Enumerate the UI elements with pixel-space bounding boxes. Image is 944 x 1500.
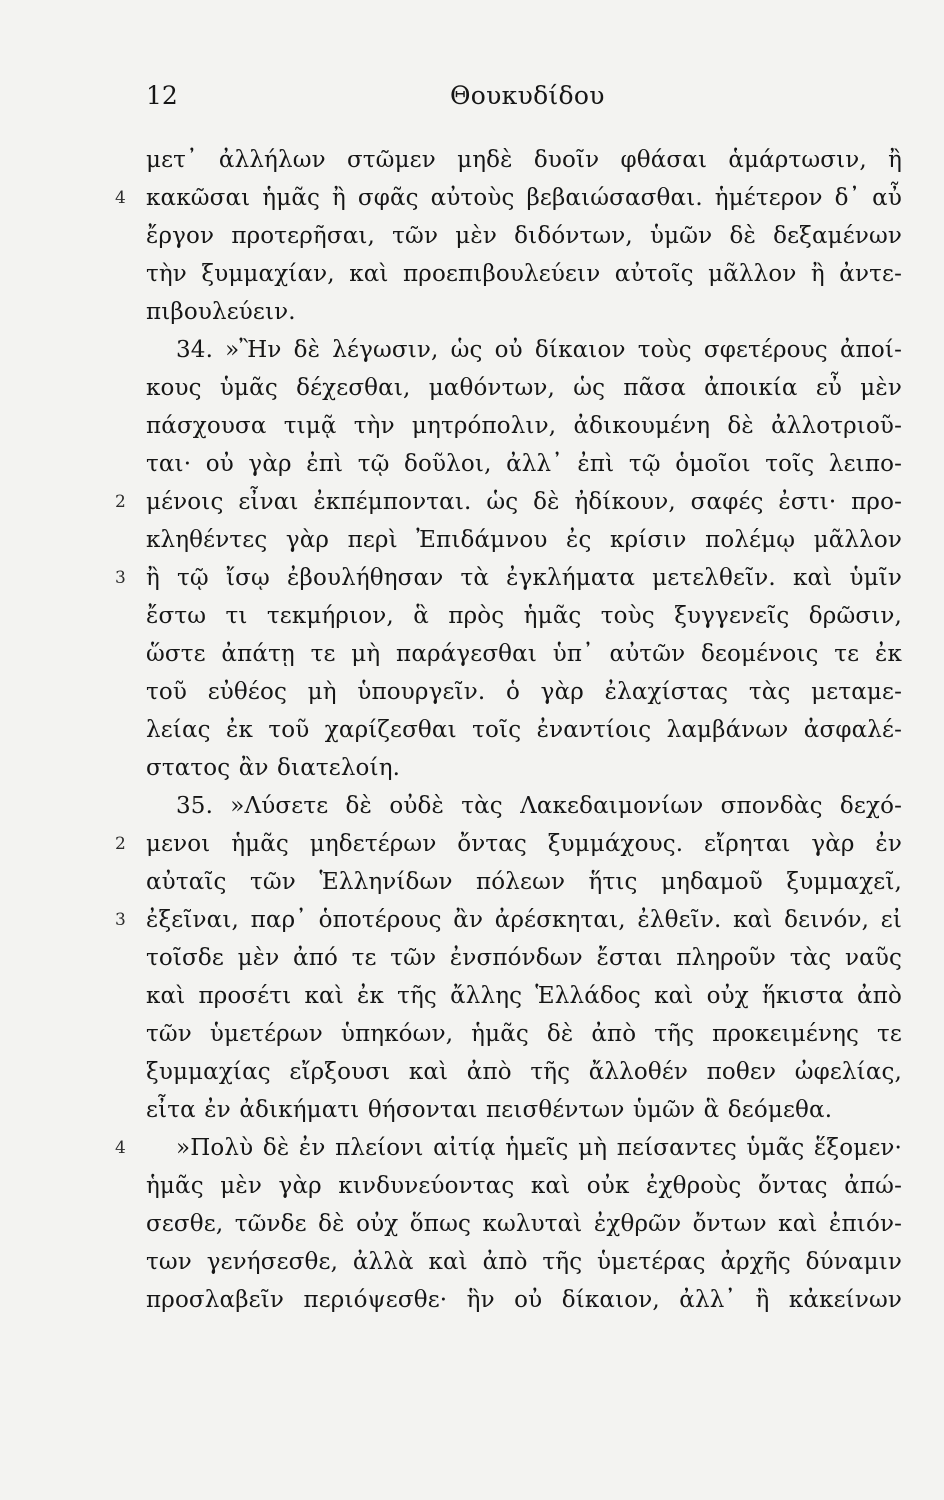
line-text: σεσθε, τῶνδε δὲ οὐχ ὅπως κωλυταὶ ἐχθρῶν ὄντων καὶ ἐπιόν-: [146, 1211, 902, 1237]
line-text: αὐταῖς τῶν Ἑλληνίδων πόλεων ἥτις μηδαμοῦ ξυμμαχεῖ,: [146, 869, 902, 895]
running-title: Θουκυδίδου: [450, 81, 605, 110]
running-head: [0, 80, 944, 112]
line-text: »Πολὺ δὲ ἐν πλείονι αἰτίᾳ ἡμεῖς μὴ πείσαντες ὑμᾶς ἕξομεν·: [176, 1135, 902, 1161]
text-line: [115, 825, 902, 863]
line-text: μενοι ἡμᾶς μηδετέρων ὄντας ξυμμάχους. εἴρηται γὰρ ἐν: [146, 831, 902, 857]
line-text: πιβουλεύειν.: [146, 299, 296, 325]
margin-section-number: 3: [115, 910, 126, 930]
text-line: [146, 255, 902, 293]
text-line: [115, 179, 902, 217]
line-text: 35. »Λύσετε δὲ οὐδὲ τὰς Λακεδαιμονίων σπονδὰς δεχό-: [176, 793, 902, 819]
text-line: [146, 369, 902, 407]
margin-section-number: 3: [115, 568, 126, 588]
margin-section-number: 2: [115, 834, 126, 854]
text-line: [146, 293, 902, 331]
text-line: [146, 787, 902, 825]
text-line: [146, 863, 902, 901]
line-text: λείας ἐκ τοῦ χαρίζεσθαι τοῖς ἐναντίοις λαμβάνων ἀσφαλέ-: [146, 717, 902, 743]
line-text: μένοις εἶναι ἐκπέμπονται. ὡς δὲ ἠδίκουν, σαφές ἐστι· προ-: [146, 489, 902, 515]
text-line: [115, 1129, 902, 1167]
line-text: κακῶσαι ἡμᾶς ἢ σφᾶς αὐτοὺς βεβαιώσασθαι. ἡμέτερον δ᾽ αὖ: [146, 185, 902, 211]
text-line: [146, 673, 902, 711]
line-text: ὥστε ἀπάτῃ τε μὴ παράγεσθαι ὑπ᾽ αὐτῶν δεομένοις τε ἐκ: [146, 641, 902, 667]
line-text: κους ὑμᾶς δέχεσθαι, μαθόντων, ὡς πᾶσα ἀποικία εὖ μὲν: [146, 375, 902, 401]
text-line: [146, 1281, 902, 1319]
line-text: καὶ προσέτι καὶ ἐκ τῆς ἄλλης Ἑλλάδος καὶ οὐχ ἥκιστα ἀπὸ: [146, 983, 902, 1009]
text-line: [146, 1053, 902, 1091]
text-line: [146, 635, 902, 673]
margin-section-number: 2: [115, 492, 126, 512]
page-number: 12: [146, 81, 178, 110]
text-line: [146, 217, 902, 255]
body-text: [115, 141, 902, 1319]
margin-section-number: 4: [115, 1138, 126, 1158]
text-line: [146, 597, 902, 635]
text-line: [146, 521, 902, 559]
line-text: ται· οὐ γὰρ ἐπὶ τῷ δοῦλοι, ἀλλ᾽ ἐπὶ τῷ ὁμοῖοι τοῖς λειπο-: [146, 451, 902, 477]
line-text: τὴν ξυμμαχίαν, καὶ προεπιβουλεύειν αὐτοῖς μᾶλλον ἢ ἀντε-: [146, 261, 902, 287]
line-text: των γενήσεσθε, ἀλλὰ καὶ ἀπὸ τῆς ὑμετέρας ἀρχῆς δύναμιν: [146, 1249, 902, 1275]
line-text: 34. »Ἢν δὲ λέγωσιν, ὡς οὐ δίκαιον τοὺς σφετέρους ἀποί-: [176, 337, 902, 363]
line-text: μετ᾽ ἀλλήλων στῶμεν μηδὲ δυοῖν φθάσαι ἁμάρτωσιν, ἢ: [146, 147, 902, 173]
line-text: ἡμᾶς μὲν γὰρ κινδυνεύοντας καὶ οὐκ ἐχθροὺς ὄντας ἀπώ-: [146, 1173, 902, 1199]
line-text: εἶτα ἐν ἀδικήματι θήσονται πεισθέντων ὑμῶν ἃ δεόμεθα.: [146, 1097, 833, 1123]
text-line: [146, 711, 902, 749]
text-line: [146, 1167, 902, 1205]
text-line: [115, 483, 902, 521]
line-text: ξυμμαχίας εἴρξουσι καὶ ἀπὸ τῆς ἄλλοθέν ποθεν ὠφελίας,: [146, 1059, 902, 1085]
line-text: ἢ τῷ ἴσῳ ἐβουλήθησαν τὰ ἐγκλήματα μετελθεῖν. καὶ ὑμῖν: [146, 565, 902, 591]
line-text: ἔστω τι τεκμήριον, ἃ πρὸς ἡμᾶς τοὺς ξυγγενεῖς δρῶσιν,: [146, 603, 902, 629]
text-line: [146, 1243, 902, 1281]
line-text: πάσχουσα τιμᾷ τὴν μητρόπολιν, ἀδικουμένη δὲ ἀλλοτριοῦ-: [146, 413, 902, 439]
line-text: τῶν ὑμετέρων ὑπηκόων, ἡμᾶς δὲ ἀπὸ τῆς προκειμένης τε: [146, 1021, 902, 1047]
text-line: [115, 559, 902, 597]
text-line: [146, 407, 902, 445]
line-text: τοῦ εὐθέος μὴ ὑπουργεῖν. ὁ γὰρ ἐλαχίστας τὰς μεταμε-: [146, 679, 902, 705]
line-text: ἔργον προτερῆσαι, τῶν μὲν διδόντων, ὑμῶν δὲ δεξαμένων: [146, 223, 902, 249]
text-line: [146, 331, 902, 369]
text-line: [146, 977, 902, 1015]
text-line: [146, 1091, 902, 1129]
line-text: ἐξεῖναι, παρ᾽ ὁποτέρους ἂν ἀρέσκηται, ἐλθεῖν. καὶ δεινόν, εἰ: [146, 907, 902, 933]
text-line: [146, 141, 902, 179]
text-line: [146, 749, 902, 787]
text-line: [146, 1205, 902, 1243]
margin-section-number: 4: [115, 188, 126, 208]
text-line: [146, 445, 902, 483]
text-line: [146, 1015, 902, 1053]
line-text: κληθέντες γὰρ περὶ Ἐπιδάμνου ἐς κρίσιν πολέμῳ μᾶλλον: [146, 527, 902, 553]
line-text: προσλαβεῖν περιόψεσθε· ἣν οὐ δίκαιον, ἀλλ᾽ ἢ κἀκείνων: [146, 1287, 902, 1313]
line-text: στατος ἂν διατελοίη.: [146, 755, 401, 781]
line-text: τοῖσδε μὲν ἀπό τε τῶν ἐνσπόνδων ἔσται πληροῦν τὰς ναῦς: [146, 945, 902, 971]
text-line: [146, 939, 902, 977]
text-line: [115, 901, 902, 939]
